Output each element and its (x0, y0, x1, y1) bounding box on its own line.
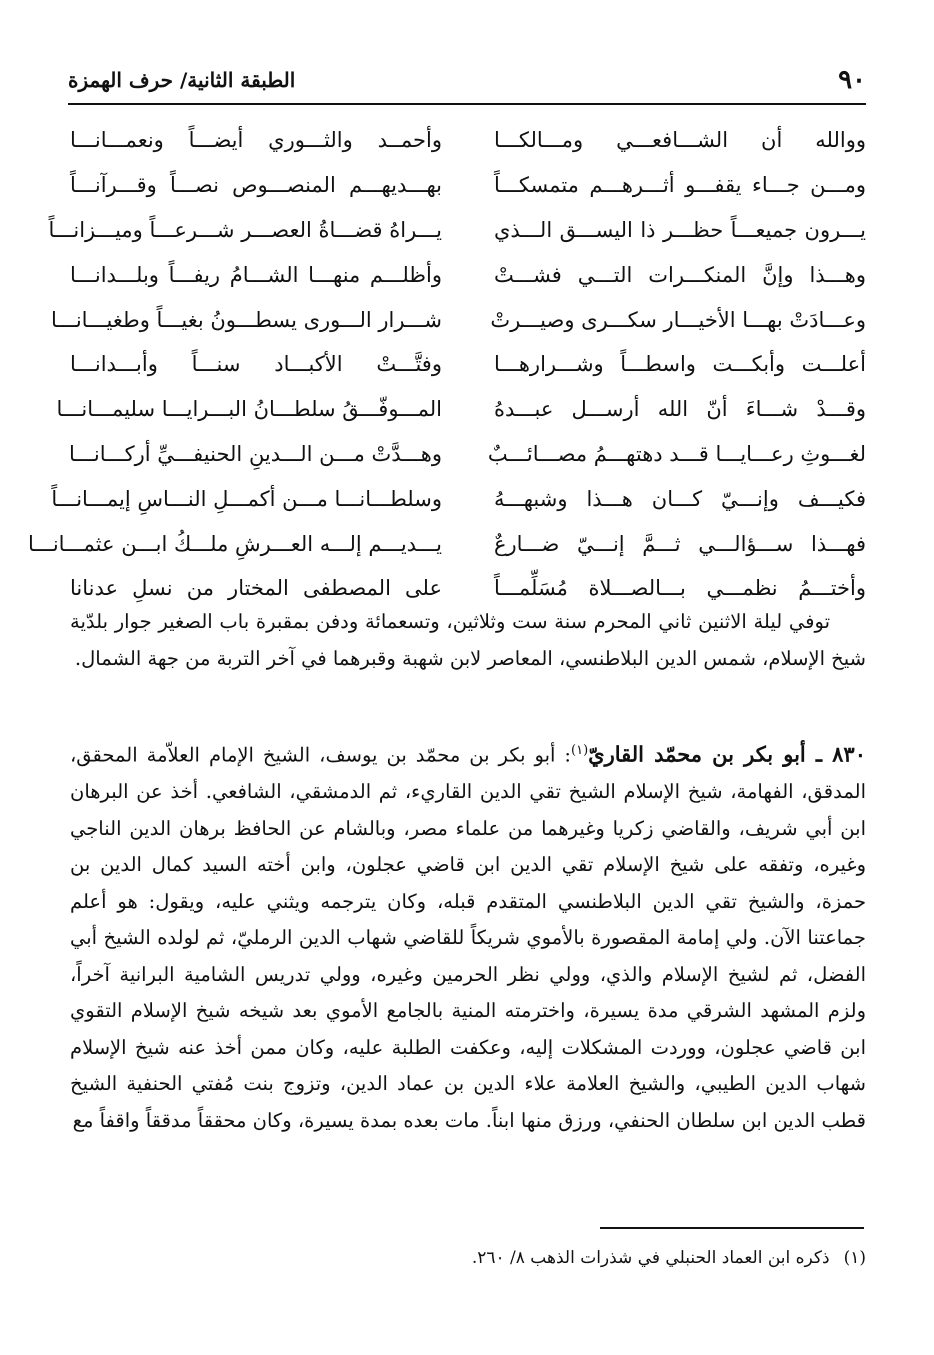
header-rule (68, 103, 866, 105)
footnote-text: ذكره ابن العماد الحنبلي في شذرات الذهب ٨/ ٢٦٠. (471, 1248, 830, 1268)
poem-couplet (27, 521, 866, 566)
hemistich-right: وعـــادَتْ بهـــا الأخيـــار سكـــرى وصيـــرتْ (490, 307, 866, 332)
poem-couplet (70, 342, 866, 387)
hemistich-left: وأظلـــم منهـــا الشـــامُ ريفـــاً وبلـــدانـــا (70, 262, 442, 287)
poem-couplet (50, 297, 866, 342)
hemistich-left: وسلطـــانـــا مـــن أكمـــلِ النـــاسِ إيمـــانـــاً (51, 486, 442, 511)
hemistich-right: لغـــوثِ رعـــايـــا قـــد دهتهـــمُ مصـــائـــبٌ (487, 441, 866, 466)
hemistich-left: يـــراهُ قضـــاةُ العصـــر شـــرعـــاً وميـــزانـــاً (48, 217, 442, 242)
poem-couplet (70, 432, 866, 477)
poem-couplet (56, 387, 866, 432)
hemistich-left: وفتَّـــتْ الأكبـــاد سنـــاً وأبـــدانـــا (70, 352, 442, 377)
poem-couplet (70, 118, 866, 163)
poem-couplet (70, 163, 866, 208)
poem-couplet (51, 476, 866, 521)
poem-couplet (70, 252, 866, 297)
hemistich-right: ووالله أن الشـــافعـــي ومـــالكـــا (494, 128, 866, 153)
hemistich-right: ومـــن جـــاء يقفـــو أثـــرهـــم متمسكـــاً (494, 173, 866, 198)
entry-paragraph (70, 733, 866, 1139)
hemistich-right: وأختـــمُ نظمـــي بـــالصـــلاة مُسَلِّمـــاً (494, 576, 866, 601)
biography-entry (70, 733, 866, 1139)
hemistich-left: وأحمــد والثـــوري أيضـــاً ونعمـــانـــا (70, 128, 442, 153)
hemistich-left: بهـــديهـــم المنصـــوص نصـــاً وقـــرآنـــاً (70, 173, 442, 198)
page-number: ٩٠ (838, 65, 866, 95)
entry-heading: ٨٣٠ ـ أبو بكر بن محمّد القاريّ (588, 741, 866, 767)
hemistich-left: المـــوفّـــقُ سلطـــانُ البـــرايـــا سليمـــانـــا (56, 397, 442, 422)
hemistich-left: وهـــدَّتْ مـــن الـــدينِ الحنيفـــيِّ أركـــانـــا (69, 441, 442, 466)
poem (27, 118, 866, 611)
running-title: الطبقة الثانية/ حرف الهمزة (68, 68, 296, 92)
hemistich-left: شـــرار الـــورى يسطـــونُ بغيـــاً وطغيـــانـــا (50, 307, 442, 332)
entry-body: : أبو بكر بن محمّد بن يوسف، الشيخ الإمام العلاّمة المحقق، المدقق، الفهامة، شيخ الإسلام الشيخ تقي الدين القاريء، ثم الدمشقي، الشافعي. أخذ عن البرهان ابن أبي شريف، والقاضي زكريا وغيرهما من علماء مصر، وبالشام عن الحافظ برهان الدين الناجي وغيره، وتفقه على شيخ الإسلام تقي الدين ابن قاضي عجلون، وابن أخته السيد كمال الدين بن حمزة، والشيخ تقي الدين البلاطنسي المتقدم قبله، وكان يترجمه ويثني عليه، ويقول: هو أعلم جماعتنا الآن. ولي إمامة المقصورة بالأموي شريكاً للقاضي شهاب الدين الرمليّ، ثم لولده الشيخ أبي الفضل، ثم لشيخ الإسلام والذي، وولي نظر الحرمين وغيره، وولي تدريس الشامية البرانية آخراً، ولزم المشهد الشرقي مدة يسيرة، واخترمته المنية بالجامع الأموي بعد شيخه شيخ الإسلام التقوي ابن قاضي عجلون، ووردت المشكلات إليه، وعكفت الطلبة عليه، وكان ممن أخذ عنه شيخ الإسلام شهاب الدين الطيبي، والشيخ العلامة علاء الدين بن عماد الدين، وتزوج بنت مُفتي الحنفية الشيخ قطب الدين ابن سلطان الحنفي، ورزق منها ابناً. مات بعده بمدة يسيرة، وكان محققاً مدققاً واقفاً مع (70, 743, 866, 1132)
footnote-ref: (١) (571, 743, 589, 758)
footnote (70, 1248, 866, 1268)
hemistich-right: وقـــدْ شـــاءَ أنّ الله أرســـل عبـــدهُ (494, 397, 866, 422)
paragraph-text: توفي ليلة الاثنين ثاني المحرم سنة ست وثلاثين، وتسعمائة ودفن بمقبرة باب الصغير جوار بلدّية شيخ الإسلام، شمس الدين البلاطنسي، المعاصر لابن شهبة وقبرهما في آخر التربة من جهة الشمال. (70, 610, 866, 670)
hemistich-right: فهـــذا ســـؤالـــي ثـــمَّ إنـــيّ ضـــارعٌ (494, 531, 866, 556)
page-header (68, 60, 866, 100)
footnote-rule (600, 1227, 864, 1229)
hemistich-left: على المصطفى المختار من نسلِ عدنانا (70, 576, 442, 601)
hemistich-right: أعلـــت وأبكـــت واسطـــاً وشـــرارهـــا (494, 352, 866, 377)
hemistich-right: فكيـــف وإنـــيّ كـــان هـــذا وشبهـــهُ (494, 486, 866, 511)
hemistich-left: يـــديـــم إلـــه العـــرشِ ملـــكُ ابـــن عثمـــانـــا (27, 531, 442, 556)
hemistich-right: يـــرون جميعـــاً حظـــر ذا اليســـق الـــذي (494, 217, 866, 242)
poem-couplet (48, 208, 866, 253)
hemistich-right: وهـــذا وإنَّ المنكـــرات التـــي فشـــتْ (494, 262, 866, 287)
death-paragraph (70, 604, 866, 677)
footnote-number: (١) (843, 1248, 866, 1268)
